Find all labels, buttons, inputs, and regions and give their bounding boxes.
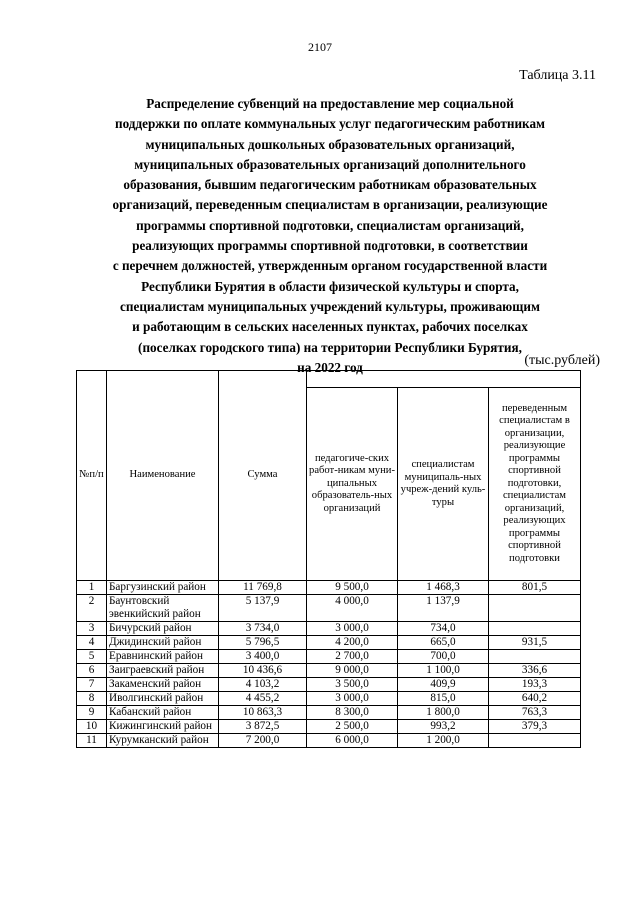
row-pedagogical: 3 000,0 [307,622,398,636]
units-label: (тыс.рублей) [524,353,600,368]
row-culture: 1 137,9 [398,595,489,622]
table-row [77,636,581,650]
row-sum: 4 455,2 [219,692,307,706]
row-sum: 10 436,6 [219,664,307,678]
title-line: организаций, переведенным специалистам в организации, реализующие [112,197,548,213]
row-pedagogical: 3 000,0 [307,692,398,706]
row-sport: 193,3 [489,678,581,692]
header-group [307,371,581,388]
row-name: Еравнинский район [107,650,219,664]
title-line: муниципальных дошкольных образовательных организаций, [145,136,515,152]
header-row [77,371,581,388]
row-pedagogical: 8 300,0 [307,706,398,720]
row-num: 5 [77,650,107,664]
row-num: 2 [77,595,107,622]
row-sport [489,595,581,622]
subvention-table [76,370,581,748]
row-pedagogical: 9 000,0 [307,664,398,678]
row-pedagogical: 4 200,0 [307,636,398,650]
header-pedagogical: педагогиче-ских работ-никам муни-ципальных образователь-ных организаций [307,388,398,581]
row-num: 3 [77,622,107,636]
header-name: Наименование [107,371,219,581]
row-sum: 11 769,8 [219,581,307,595]
header-sport: переведенным специалистам в организации, реализующие программы спортивной подготовки, специалистам организаций, реализующих программы спортивной подготовки [489,388,581,581]
row-culture: 993,2 [398,720,489,734]
row-sport: 640,2 [489,692,581,706]
row-name: Курумканский район [107,734,219,748]
title-line: муниципальных образовательных организаций дополнительного [134,156,526,172]
row-sport [489,734,581,748]
table-row [77,581,581,595]
row-pedagogical: 3 500,0 [307,678,398,692]
row-num: 11 [77,734,107,748]
table-row [77,678,581,692]
row-sum: 3 872,5 [219,720,307,734]
table-row [77,650,581,664]
row-name: Заиграевский район [107,664,219,678]
row-sum: 7 200,0 [219,734,307,748]
row-name: Закаменский район [107,678,219,692]
row-num: 7 [77,678,107,692]
row-pedagogical: 9 500,0 [307,581,398,595]
row-num: 4 [77,636,107,650]
row-name: Кабанский район [107,706,219,720]
row-sum: 4 103,2 [219,678,307,692]
title-line: Республики Бурятия в области физической культуры и спорта, [141,278,519,294]
row-num: 9 [77,706,107,720]
row-num: 10 [77,720,107,734]
row-culture: 734,0 [398,622,489,636]
title-line: поддержки по оплате коммунальных услуг педагогическим работникам [114,116,546,132]
row-name: Бичурский район [107,622,219,636]
row-sum: 3 734,0 [219,622,307,636]
table-row [77,692,581,706]
table-row [77,664,581,678]
row-pedagogical: 2 500,0 [307,720,398,734]
row-name: Баунтовский эвенкийский район [107,595,219,622]
title-line: Распределение субвенций на предоставление мер социальной [146,96,514,111]
row-num: 1 [77,581,107,595]
header-culture: специалистам муниципаль-ных учреж-дений куль-туры [398,388,489,581]
title-line: на 2022 год [297,359,363,375]
row-culture: 409,9 [398,678,489,692]
row-culture: 665,0 [398,636,489,650]
table-row [77,734,581,748]
title-line: с перечнем должностей, утвержденным органом государственной власти [112,258,548,274]
table-row [77,720,581,734]
table-row [77,595,581,622]
document-title [60,94,600,378]
row-sum: 5 796,5 [219,636,307,650]
table-label: Таблица 3.11 [519,68,596,83]
row-sum: 10 863,3 [219,706,307,720]
row-name: Кижингинский район [107,720,219,734]
row-sport: 379,3 [489,720,581,734]
row-culture: 1 468,3 [398,581,489,595]
title-line: образования, бывшим педагогическим работникам образовательных [123,177,537,193]
row-culture: 700,0 [398,650,489,664]
table-row [77,622,581,636]
row-sport [489,650,581,664]
row-culture: 1 800,0 [398,706,489,720]
row-sport: 763,3 [489,706,581,720]
row-name: Джидинский район [107,636,219,650]
row-culture: 815,0 [398,692,489,706]
row-culture: 1 100,0 [398,664,489,678]
row-culture: 1 200,0 [398,734,489,748]
row-sport: 801,5 [489,581,581,595]
row-num: 8 [77,692,107,706]
header-sum: Сумма [219,371,307,581]
row-num: 6 [77,664,107,678]
table-row [77,706,581,720]
title-line: и работающим в сельских населенных пунктах, рабочих поселках [132,319,528,335]
row-pedagogical: 2 700,0 [307,650,398,664]
row-pedagogical: 4 000,0 [307,595,398,622]
row-sport: 336,6 [489,664,581,678]
row-name: Иволгинский район [107,692,219,706]
row-name: Баргузинский район [107,581,219,595]
row-sum: 5 137,9 [219,595,307,622]
page-number: 2107 [308,40,332,54]
header-num: №п/п [77,371,107,581]
title-line: специалистам муниципальных учреждений культуры, проживающим [120,298,540,314]
row-sum: 3 400,0 [219,650,307,664]
title-line: реализующих программы спортивной подготовки, в соответствии [132,238,528,254]
row-pedagogical: 6 000,0 [307,734,398,748]
title-line: (поселках городского типа) на территории Республики Бурятия, [138,339,522,355]
row-sport: 931,5 [489,636,581,650]
row-sport [489,622,581,636]
title-line: программы спортивной подготовки, специалистам организаций, [136,217,524,233]
